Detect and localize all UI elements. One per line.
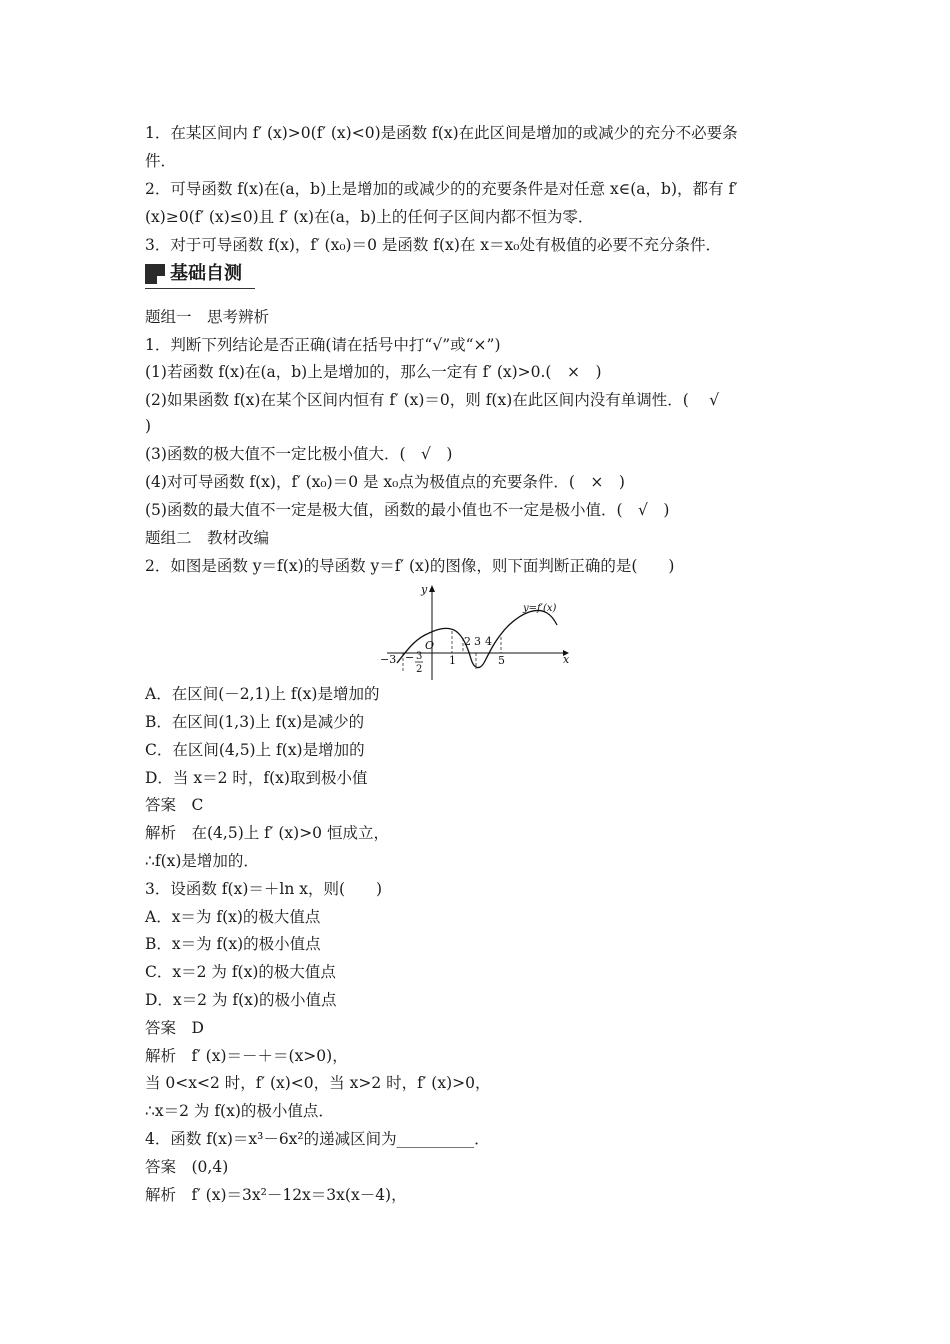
text-line: (x)≥0(f′ (x)≤0)且 f′ (x)在(a，b)上的任何子区间内都不恒为零．: [145, 208, 594, 226]
text-line: 1．判断下列结论是否正确(请在括号中打“√”或“×”): [145, 336, 501, 354]
option-b: B．在区间(1,3)上 f(x)是减少的: [145, 713, 365, 731]
text-line: (5)函数的最大值不一定是极大值，函数的最小值也不一定是极小值．( √ ): [145, 501, 670, 519]
text-line: (1)若函数 f(x)在(a，b)上是增加的，那么一定有 f′ (x)>0.( × ): [145, 363, 602, 381]
answer-line: 答案 (0,4): [145, 1158, 229, 1176]
tick-label: −3: [380, 653, 397, 666]
text-line: ): [145, 417, 152, 435]
tick-label: 4: [485, 635, 492, 648]
tick-label: 3: [474, 635, 481, 648]
section-marker-icon: [145, 264, 165, 284]
analysis-line: 解析 f′ (x)＝－＋＝(x>0)，: [145, 1047, 348, 1065]
text-line: ∴f(x)是增加的．: [145, 852, 259, 870]
tick-label: 2: [416, 664, 423, 675]
option-d: D．x＝2 为 f(x)的极小值点: [145, 991, 337, 1009]
text-line: ∴x＝2 为 f(x)的极小值点．: [145, 1102, 334, 1120]
option-c: C．在区间(4,5)上 f(x)是增加的: [145, 741, 365, 759]
tick-label: 5: [498, 654, 505, 667]
answer-line: 答案 C: [145, 796, 204, 814]
option-a: A．在区间(－2,1)上 f(x)是增加的: [145, 685, 380, 703]
curve-label: y=f′(x): [523, 603, 557, 614]
text-line: 3．设函数 f(x)＝＋ln x，则( ): [145, 880, 383, 898]
option-c: C．x＝2 为 f(x)的极大值点: [145, 963, 336, 981]
tick-label: 2: [464, 635, 471, 648]
text-line: 1．在某区间内 f′ (x)>0(f′ (x)<0)是函数 f(x)在此区间是增加的或减少的充分不必要条: [145, 124, 738, 142]
group-heading: 题组一 思考辨析: [145, 308, 270, 326]
answer-line: 答案 D: [145, 1019, 204, 1037]
option-d: D．当 x＝2 时，f(x)取到极小值: [145, 769, 368, 787]
group-heading: 题组二 教材改编: [145, 529, 270, 547]
text-line: (3)函数的极大值不一定比极小值大．( √ ): [145, 445, 453, 463]
section-heading: [145, 262, 255, 289]
text-line: 件．: [145, 152, 177, 170]
section-title: 基础自测: [170, 263, 242, 284]
tick-label: −: [405, 651, 415, 664]
derivative-graph: [375, 583, 575, 683]
text-line: 3．对于可导函数 f(x)，f′ (x₀)＝0 是函数 f(x)在 x＝x₀处有极值的必要不充分条件．: [145, 236, 722, 254]
text-line: 4．函数 f(x)＝x³－6x²的递减区间为__________．: [145, 1130, 490, 1148]
x-axis-label: x: [563, 653, 570, 666]
analysis-line: 解析 在(4,5)上 f′ (x)>0 恒成立，: [145, 824, 389, 842]
tick-label: 1: [449, 654, 456, 667]
analysis-line: 解析 f′ (x)＝3x²－12x＝3x(x－4)，: [145, 1186, 407, 1204]
origin-label: O: [425, 639, 435, 652]
option-a: A．x＝为 f(x)的极大值点: [145, 908, 321, 926]
tick-label: 3: [416, 651, 423, 662]
text-line: 2．可导函数 f(x)在(a，b)上是增加的或减少的的充要条件是对任意 x∈(a，b)，都有 f′: [145, 180, 738, 198]
y-axis-label: y: [421, 583, 428, 596]
y-axis-arrow: [429, 585, 435, 592]
text-line: 当 0<x<2 时，f′ (x)<0，当 x>2 时，f′ (x)>0，: [145, 1074, 491, 1092]
option-b: B．x＝为 f(x)的极小值点: [145, 935, 321, 953]
text-line: (4)对可导函数 f(x)，f′ (x₀)＝0 是 x₀点为极值点的充要条件．( × ): [145, 473, 625, 491]
text-line: (2)如果函数 f(x)在某个区间内恒有 f′ (x)＝0，则 f(x)在此区间内没有单调性．( √: [145, 391, 720, 409]
text-line: 2．如图是函数 y＝f(x)的导函数 y＝f′ (x)的图像，则下面判断正确的是( ): [145, 557, 675, 575]
